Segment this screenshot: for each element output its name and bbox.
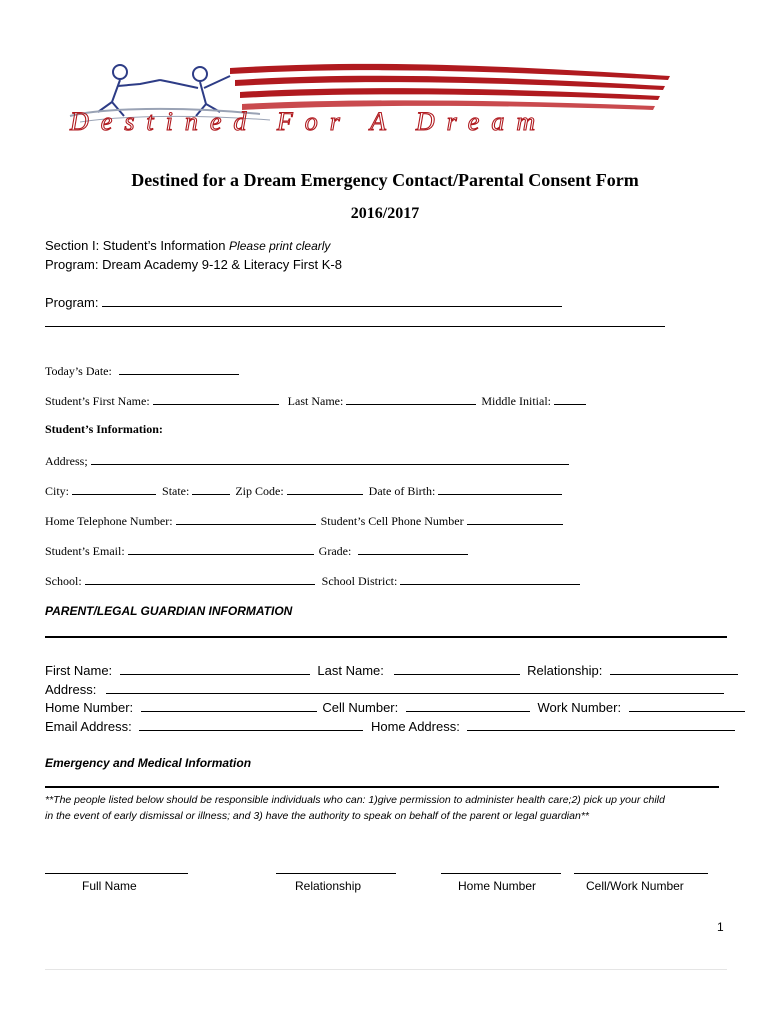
last-name-label: Last Name: <box>287 394 344 408</box>
guardian-cell-number-field[interactable] <box>406 699 530 712</box>
logo <box>60 50 680 140</box>
flag-stripe-3 <box>240 88 660 100</box>
emergency-divider <box>45 786 719 788</box>
guardian-address-field[interactable] <box>106 681 724 694</box>
guardian-name-row <box>45 662 738 678</box>
guardian-first-name-field[interactable] <box>120 662 310 675</box>
guardian-phone-row <box>45 699 745 715</box>
zip-label: Zip Code: <box>235 484 284 498</box>
form-title: Destined for a Dream Emergency Contact/Parental Consent Form <box>131 170 639 190</box>
school-field[interactable] <box>85 572 315 585</box>
section1-heading-row <box>45 238 330 253</box>
state-field[interactable] <box>192 482 230 495</box>
footer-divider <box>45 969 727 970</box>
guardian-cell-number-label: Cell Number: <box>322 700 399 715</box>
school-row <box>45 572 580 589</box>
middle-initial-field[interactable] <box>554 392 586 405</box>
contact-home-number-field[interactable] <box>441 873 561 874</box>
zip-field[interactable] <box>287 482 363 495</box>
student-email-label: Student’s Email: <box>45 544 125 558</box>
address-field[interactable] <box>91 452 569 465</box>
grade-label: Grade: <box>318 544 352 558</box>
emergency-note-line1: **The people listed below should be responsible individuals who can: 1)give permission to administer health care;2) pick up your child <box>45 794 665 806</box>
program-label: Program: <box>45 295 99 310</box>
guardian-heading: PARENT/LEGAL GUARDIAN INFORMATION <box>45 604 293 618</box>
section1-note: Please print clearly <box>229 239 331 253</box>
guardian-email-label: Email Address: <box>45 719 132 734</box>
phone-row <box>45 512 563 529</box>
col-home-number-label: Home Number <box>458 879 537 893</box>
home-phone-field[interactable] <box>176 512 316 525</box>
program-field-line2[interactable] <box>45 326 665 327</box>
guardian-home-address-label: Home Address: <box>370 719 460 734</box>
section1-heading: Section I: Student’s Information <box>45 238 226 253</box>
program-row <box>45 294 562 310</box>
school-label: School: <box>45 574 82 588</box>
contact-cell-work-field[interactable] <box>574 873 708 874</box>
contact-full-name-field[interactable] <box>45 873 188 874</box>
middle-initial-label: Middle Initial: <box>481 394 551 408</box>
address-label: Address; <box>45 454 88 468</box>
email-row <box>45 542 468 559</box>
program-line: Program: Dream Academy 9-12 & Literacy First K-8 <box>45 257 342 272</box>
guardian-divider <box>45 636 727 638</box>
col-relationship-label: Relationship <box>295 879 362 893</box>
last-name-field[interactable] <box>346 392 476 405</box>
col-cell-work-label: Cell/Work Number <box>586 879 684 893</box>
guardian-email-field[interactable] <box>139 718 363 731</box>
col-full-name-label: Full Name <box>82 879 137 893</box>
guardian-relationship-field[interactable] <box>610 662 738 675</box>
student-name-row <box>45 392 586 409</box>
form-year: 2016/2017 <box>350 205 420 222</box>
logo-text: Destined For A Dream <box>70 107 548 136</box>
first-name-label: Student’s First Name: <box>45 394 150 408</box>
student-email-field[interactable] <box>128 542 314 555</box>
cell-phone-field[interactable] <box>467 512 563 525</box>
logo-graphic <box>60 50 680 140</box>
city-row <box>45 482 562 499</box>
guardian-relationship-label: Relationship: <box>527 663 603 678</box>
guardian-home-address-field[interactable] <box>467 718 735 731</box>
page-number: 1 <box>717 920 724 934</box>
contact-relationship-field[interactable] <box>276 873 396 874</box>
city-label: City: <box>45 484 70 498</box>
guardian-address-row <box>45 681 724 697</box>
home-phone-label: Home Telephone Number: <box>45 514 173 528</box>
student-info-heading: Student’s Information: <box>45 422 163 436</box>
guardian-home-number-label: Home Number: <box>45 700 134 715</box>
guardian-home-number-field[interactable] <box>141 699 317 712</box>
guardian-email-row <box>45 718 735 734</box>
guardian-last-name-label: Last Name: <box>317 663 384 678</box>
district-label: School District: <box>321 574 398 588</box>
state-label: State: <box>162 484 190 498</box>
address-row <box>45 452 569 469</box>
district-field[interactable] <box>400 572 580 585</box>
todays-date-row <box>45 362 239 379</box>
guardian-first-name-label: First Name: <box>45 663 113 678</box>
guardian-address-label: Address: <box>45 682 97 697</box>
cell-phone-label: Student’s Cell Phone Number <box>320 514 464 528</box>
program-field[interactable] <box>102 294 562 307</box>
emergency-note-line2: in the event of early dismissal or illness; and 3) have the authority to speak on behalf of the parent or legal guardian** <box>45 810 589 822</box>
guardian-work-number-field[interactable] <box>629 699 745 712</box>
grade-field[interactable] <box>358 542 468 555</box>
first-name-field[interactable] <box>153 392 279 405</box>
flag-stripe-2 <box>235 76 665 90</box>
guardian-last-name-field[interactable] <box>394 662 520 675</box>
guardian-work-number-label: Work Number: <box>537 700 622 715</box>
dob-field[interactable] <box>438 482 562 495</box>
todays-date-field[interactable] <box>119 362 239 375</box>
dob-label: Date of Birth: <box>368 484 436 498</box>
emergency-heading: Emergency and Medical Information <box>45 756 252 770</box>
city-field[interactable] <box>72 482 156 495</box>
todays-date-label: Today’s Date: <box>45 364 112 378</box>
